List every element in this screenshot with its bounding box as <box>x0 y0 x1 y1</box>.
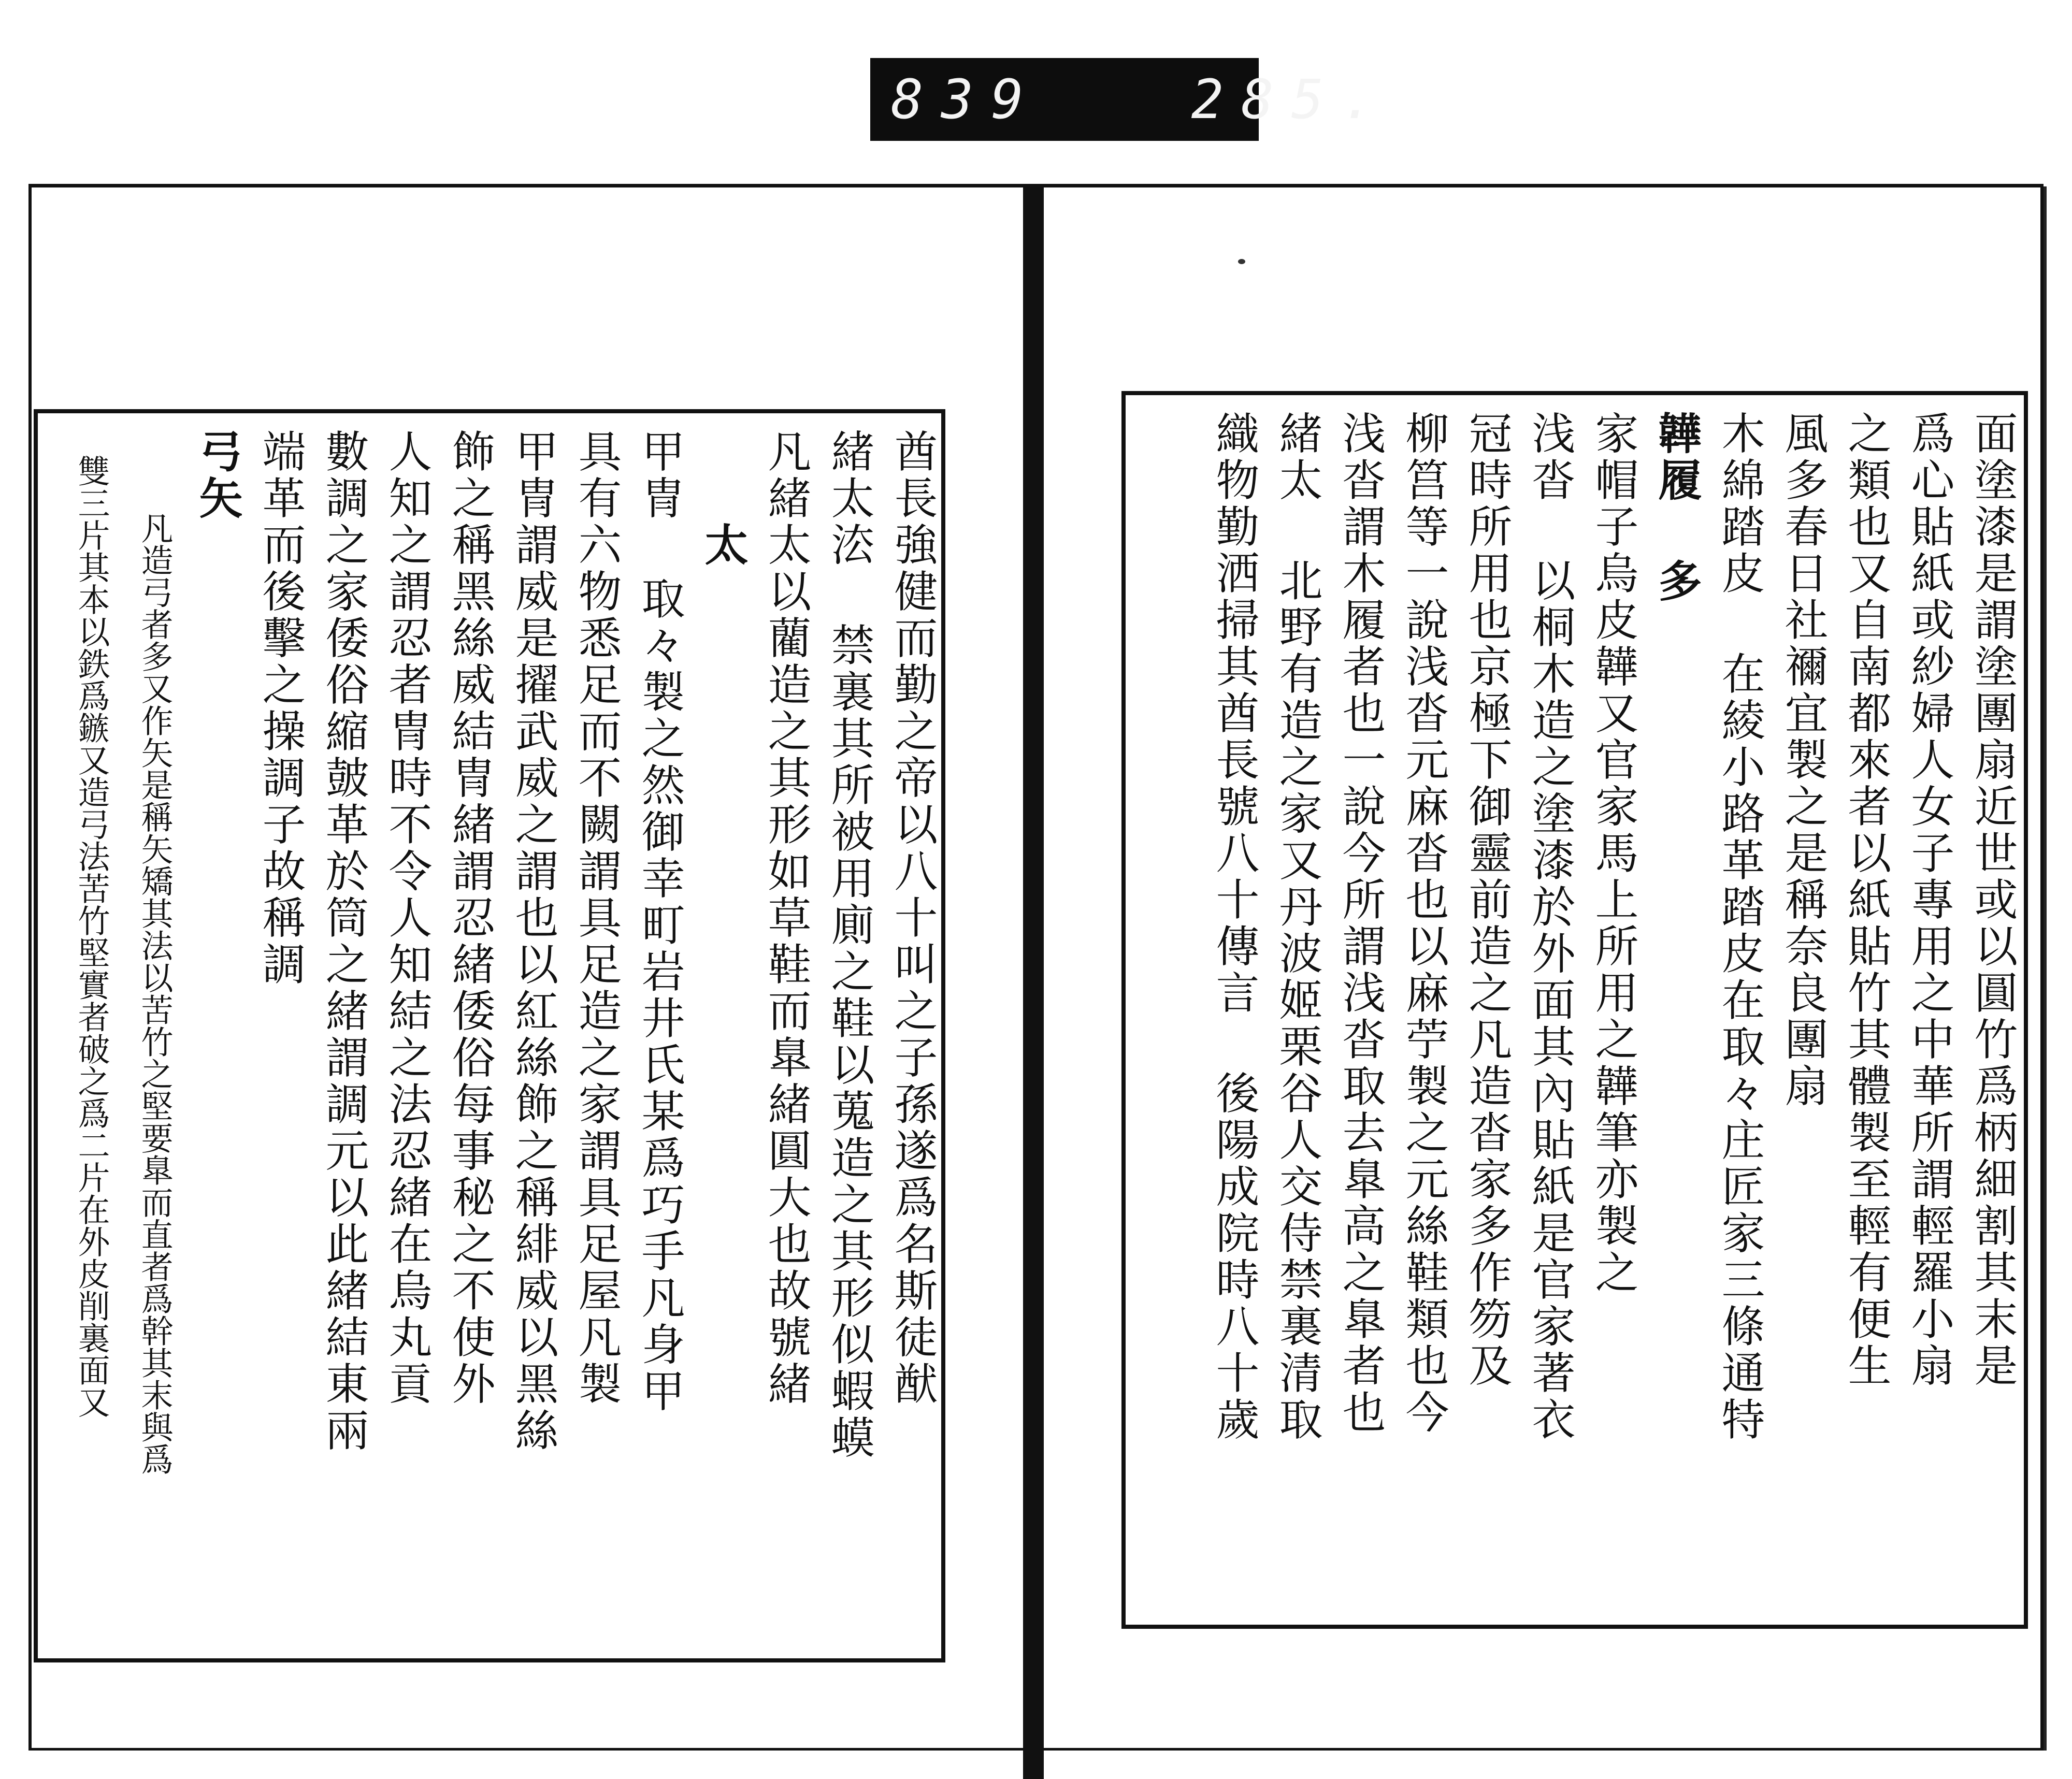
text-column: 凡緒太以藺造之其形如草鞋而臯緒圓大也故號緒 <box>761 429 812 1408</box>
text-column: 風多春日社禰宜製之是稱奈良團扇 <box>1778 411 1829 1110</box>
text-column: 人知之謂忍者冑時不令人知結之法忍緒在烏丸貢 <box>382 429 433 1408</box>
text-column: 緒太 北野有造之家又丹波姬栗谷人交侍禁裏清取 <box>1272 411 1323 1443</box>
text-column: 數調之家倭俗縮皷革於筒之緒謂調元以此緒結東兩 <box>319 429 369 1454</box>
left-page-edge <box>0 186 32 1751</box>
right-text-frame <box>1121 391 2028 1629</box>
text-column: 冠時所用也京極下御靈前造之凡造沓家多作笏及 <box>1462 411 1513 1390</box>
text-column: 之類也又自南都來者以紙貼竹其體製至輕有便生 <box>1841 411 1892 1390</box>
text-column: 柳筥等一說浅沓元麻沓也以麻苧製之元絲鞋類也今 <box>1399 411 1449 1436</box>
entry-heading: 韡履 多 <box>1651 411 1703 605</box>
text-column: 酋長強健而勤之帝以八十叫之子孫遂爲名斯徒猷 <box>887 429 938 1408</box>
text-column: 爲心貼紙或紗婦人女子專用之中華所謂輕羅小扇 <box>1904 411 1955 1390</box>
text-column: 浅沓 以桐木造之塗漆於外面其內貼紙是官家著衣 <box>1525 411 1576 1443</box>
text-column: 飾之稱黑絲威結冑緒謂忍緒倭俗每事秘之不使外 <box>445 429 496 1408</box>
text-column: 緒太㳒 禁裏其所被用廁之鞋以蒐造之其形似蝦蟆 <box>824 429 875 1462</box>
text-column: 凡造弓者多又作矢是稱矢矯其法以苦竹之堅要臯而直者爲幹其末與爲 <box>136 512 174 1475</box>
book-spine <box>1023 184 1044 1779</box>
text-column: 織物勤洒掃其酋長號八十傳言 後陽成院時八十歲 <box>1209 411 1260 1443</box>
right-page-edge <box>2044 186 2072 1751</box>
entry-heading: 弓矢 <box>192 429 243 522</box>
text-column: 端革而後擊之操調子故稱調 <box>255 429 306 988</box>
text-column: 雙三片其本以鉄爲鏃又造弓法苦竹堅實者破之爲二片在外皮削裏面又 <box>73 455 110 1418</box>
text-column: 甲冑謂威是擢武威之謂也以紅絲飾之稱緋威以黑絲 <box>508 429 559 1454</box>
entry-heading: 太 <box>698 522 749 569</box>
text-column: 木綿踏皮 在綾小路革踏皮在取々庄匠家三條通特 <box>1715 411 1765 1443</box>
text-column: 甲冑 取々製之然御幸町岩井氏某爲巧手凡身甲 <box>635 429 685 1415</box>
text-column: 面塗漆是謂塗團扇近世或以圓竹爲柄細割其末是 <box>1967 411 2018 1390</box>
left-text-frame <box>34 409 945 1662</box>
text-column: 浅沓謂木履者也一說今所謂浅沓取去臯高之臯者也 <box>1335 411 1386 1436</box>
thumb-mark <box>1238 259 1245 264</box>
text-column: 家帽子烏皮韡又官家馬上所用之韡筆亦製之 <box>1588 411 1639 1296</box>
catalog-label: 839 285. <box>870 58 1259 141</box>
text-column: 具有六物悉足而不闕謂具足造之家謂具足屋凡製 <box>571 429 622 1408</box>
